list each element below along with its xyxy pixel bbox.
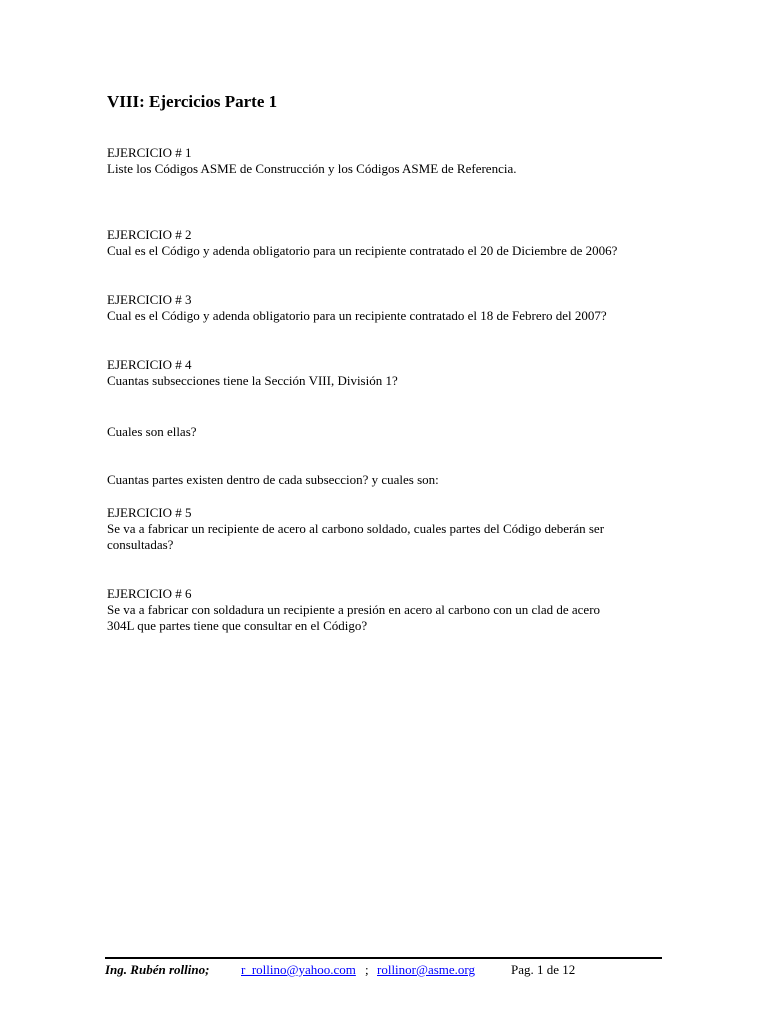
exercise-5-text-line-1: Se va a fabricar un recipiente de acero al carbono soldado, cuales partes del Código deberán ser [107, 521, 605, 536]
exercise-2-text: Cual es el Código y adenda obligatorio para un recipiente contratado el 20 de Diciembre de 2006? [107, 243, 618, 258]
exercise-1-text: Liste los Códigos ASME de Construcción y los Códigos ASME de Referencia. [107, 161, 517, 176]
exercise-5-text-line-2: consultadas? [107, 537, 174, 552]
exercise-4-question-3 [107, 472, 667, 488]
exercise-1 [107, 145, 667, 177]
page-title: VIII: Ejercicios Parte 1 [107, 92, 278, 111]
exercise-3-text: Cual es el Código y adenda obligatorio para un recipiente contratado el 18 de Febrero del 2007? [107, 308, 607, 323]
exercise-4-extra-2: Cuantas partes existen dentro de cada subseccion? y cuales son: [107, 472, 439, 487]
exercise-4-extra-1: Cuales son ellas? [107, 424, 197, 439]
exercise-5-heading: EJERCICIO # 5 [107, 505, 192, 520]
exercise-6-text-line-1: Se va a fabricar con soldadura un recipiente a presión en acero al carbono con un clad de acero [107, 602, 601, 617]
exercise-2-heading: EJERCICIO # 2 [107, 227, 192, 242]
exercise-4-text: Cuantas subsecciones tiene la Sección VIII, División 1? [107, 373, 398, 388]
exercise-2 [107, 227, 667, 259]
footer-separator: ; [365, 962, 369, 977]
footer-page-number: Pag. 1 de 12 [511, 962, 576, 977]
exercise-4-question-2 [107, 424, 667, 440]
page-footer [105, 962, 665, 980]
exercise-3-heading: EJERCICIO # 3 [107, 292, 192, 307]
exercise-3 [107, 292, 667, 324]
footer-author: Ing. Rubén rollino; [105, 962, 210, 977]
footer-email-asme-link[interactable]: rollinor@asme.org [377, 962, 476, 977]
footer-email-yahoo-link[interactable]: r_rollino@yahoo.com [241, 962, 356, 977]
exercise-4-heading: EJERCICIO # 4 [107, 357, 192, 372]
exercise-6-text-line-2: 304L que partes tiene que consultar en el Código? [107, 618, 368, 633]
exercise-6 [107, 586, 667, 634]
exercise-4 [107, 357, 667, 389]
exercise-1-heading: EJERCICIO # 1 [107, 145, 192, 160]
exercise-6-heading: EJERCICIO # 6 [107, 586, 192, 601]
footer-divider [105, 957, 662, 959]
exercise-5 [107, 505, 667, 553]
